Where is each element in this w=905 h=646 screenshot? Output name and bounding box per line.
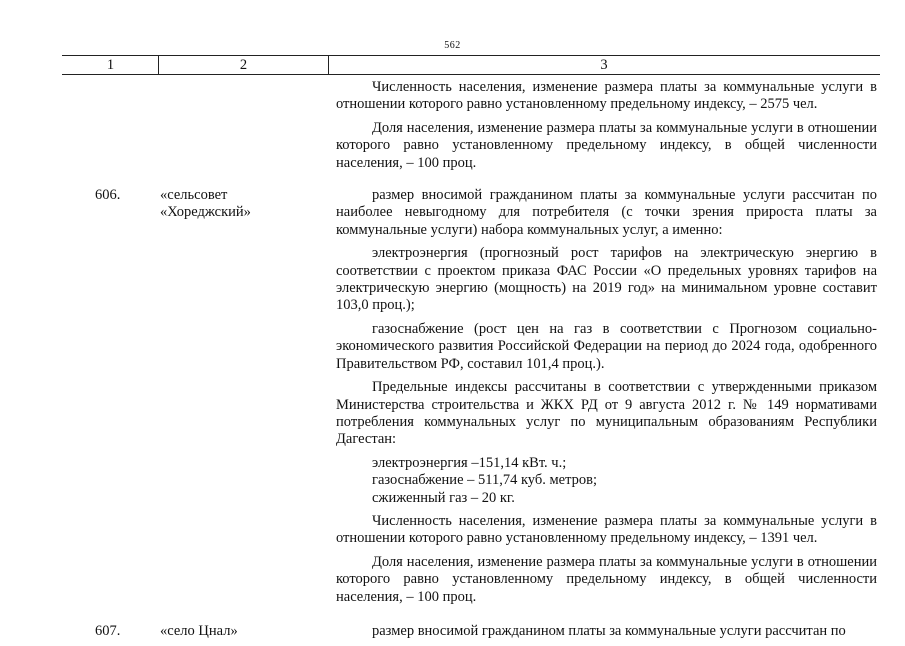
- description-paragraph: Доля населения, изменение размера платы за коммунальные услуги в отношении которого равно установленному предельному индексу, в общей численности населения, – 100 проц.: [336, 119, 877, 171]
- description-paragraph: Предельные индексы рассчитаны в соответствии с утвержденными приказом Министерства строительства и ЖКХ РД от 9 августа 2012 г. № 149 нормативами потребления коммунальных услуг по муниципальным образованиям Республики Дагестан:: [336, 379, 877, 448]
- description-paragraph: Доля населения, изменение размера платы за коммунальные услуги в отношении которого равно установленному предельному индексу, в общей численности населения, – 100 проц.: [336, 553, 877, 605]
- column-header-1: 1: [106, 57, 115, 73]
- table-body: [0, 79, 905, 646]
- table-header-row: [62, 55, 880, 75]
- description-paragraph: размер вносимой гражданином платы за коммунальные услуги рассчитан по наиболее невыгодному для потребителя (с точки зрения прироста платы за коммунальные услуги) набора коммунальных услуг, а именно:: [336, 187, 877, 238]
- row-municipality-name: «село Цнал»: [160, 622, 238, 639]
- table-row: [0, 623, 905, 640]
- row-description: [336, 623, 877, 640]
- column-divider: [158, 55, 159, 74]
- table-row-continuation: [0, 79, 905, 172]
- column-header-3: 3: [600, 57, 608, 73]
- row-description: [336, 79, 877, 172]
- norm-item: газоснабжение – 511,74 куб. метров;: [372, 472, 597, 489]
- norm-item: электроэнергия –151,14 кВт. ч.;: [372, 454, 567, 471]
- row-number: 607.: [95, 622, 121, 639]
- row-municipality-name: «сельсовет «Хореджский»: [160, 187, 251, 221]
- column-divider: [328, 55, 329, 74]
- column-header-2: 2: [239, 57, 248, 73]
- description-paragraph: Численность населения, изменение размера платы за коммунальные услуги в отношении которого равно установленному предельному индексу, – 1391 чел.: [336, 512, 877, 547]
- description-paragraph: электроэнергия (прогнозный рост тарифов на электрическую энергию в соответствии с проектом приказа ФАС России «О предельных уровнях тарифов на электрическую энергию (мощность) на 2019 год» на минимальном уровне составит 103,0 проц.);: [336, 245, 877, 314]
- description-paragraph: Численность населения, изменение размера платы за коммунальные услуги в отношении которого равно установленному предельному индексу, – 2575 чел.: [336, 79, 877, 113]
- description-paragraph: размер вносимой гражданином платы за коммунальные услуги рассчитан по: [372, 622, 846, 639]
- norm-item: сжиженный газ – 20 кг.: [372, 489, 515, 506]
- row-number: 606.: [95, 187, 121, 204]
- description-paragraph: газоснабжение (рост цен на газ в соответствии с Прогнозом социально-экономического развития Российской Федерации на период до 2024 года, одобренного Правительством РФ, составил 101,4 проц.).: [336, 320, 877, 372]
- table-row: [0, 187, 905, 606]
- row-description: [336, 187, 877, 606]
- page-number: 562: [444, 40, 461, 51]
